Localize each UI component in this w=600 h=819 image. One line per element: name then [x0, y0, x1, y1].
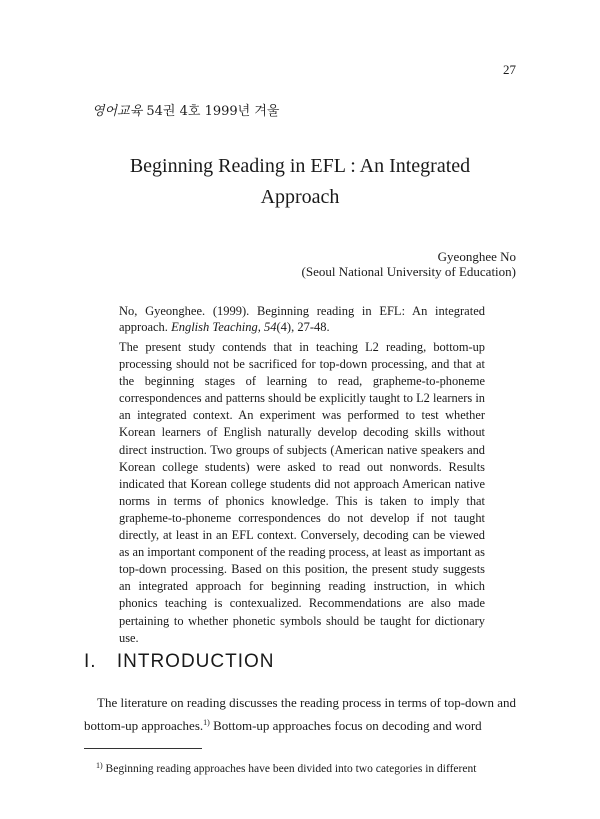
abstract: The present study contends that in teaching L2 reading, bottom-up processing should not be sacrificed for top-down processing, and that at the beginning stages of learning to read, grapheme-to-phoneme correspondences and patterns should be explicitly taught to L2 learners in an integrated context. An experiment was performed to test whether Korean learners of English naturally develop decoding skills without direct instruction. Two groups of subjects (American native speakers and Korean college students) were asked to read out nonwords. Results indicated that Korean college students did not approach American native norms in terms of phonics knowledge. This is taken to imply that grapheme-to-phoneme correspondences do not develop if not taught directly, at least in an EFL context. Conversely, decoding can be viewed as an important component of the reading process, at least as important as top-down processing. Based on this position, the present study suggests an integrated approach for beginning reading instruction, in which phonics teaching is contexualized. Recommendations are also made pertaining to whether phonetic symbols should be taught for dictionary use.: [119, 340, 485, 645]
page-number: 27: [503, 62, 516, 77]
footnote-marker: 1): [96, 761, 103, 770]
footnote-text: Beginning reading approaches have been divided into two categories in different: [102, 763, 477, 775]
footnote-divider: [84, 748, 202, 749]
intro-paragraph: [84, 693, 516, 736]
intro-text-2: Bottom-up approaches focus on decoding and word: [209, 718, 482, 733]
footnote-reference: 1): [203, 718, 210, 727]
intro-text-1: The literature on reading discusses the reading process in terms of top-down and bottom-up approaches.: [84, 695, 516, 733]
author-name: Gyeonghee No: [437, 249, 516, 264]
paper-title-line-1: Beginning Reading in EFL : An Integrated: [129, 155, 471, 177]
journal-name: 영어교육: [92, 104, 143, 119]
footnote: [84, 761, 516, 775]
citation-journal: English Teaching, 54: [171, 320, 277, 334]
section-title: INTRODUCTION: [116, 651, 275, 672]
paper-title-line-2: Approach: [260, 186, 340, 208]
author-affiliation: (Seoul National University of Education): [301, 264, 516, 279]
citation: [119, 303, 485, 335]
citation-issue: (4), 27-48.: [276, 320, 330, 334]
journal-issue-details: 54권 4호 1999년 겨울: [146, 104, 280, 119]
journal-header: [92, 100, 279, 119]
paper-title: [0, 151, 600, 213]
section-number: I.: [84, 651, 97, 672]
citation-prefix: No, Gyeonghee. (1999). Beginning reading in EFL: An integrated approach.: [119, 304, 485, 334]
section-heading: [84, 651, 275, 673]
